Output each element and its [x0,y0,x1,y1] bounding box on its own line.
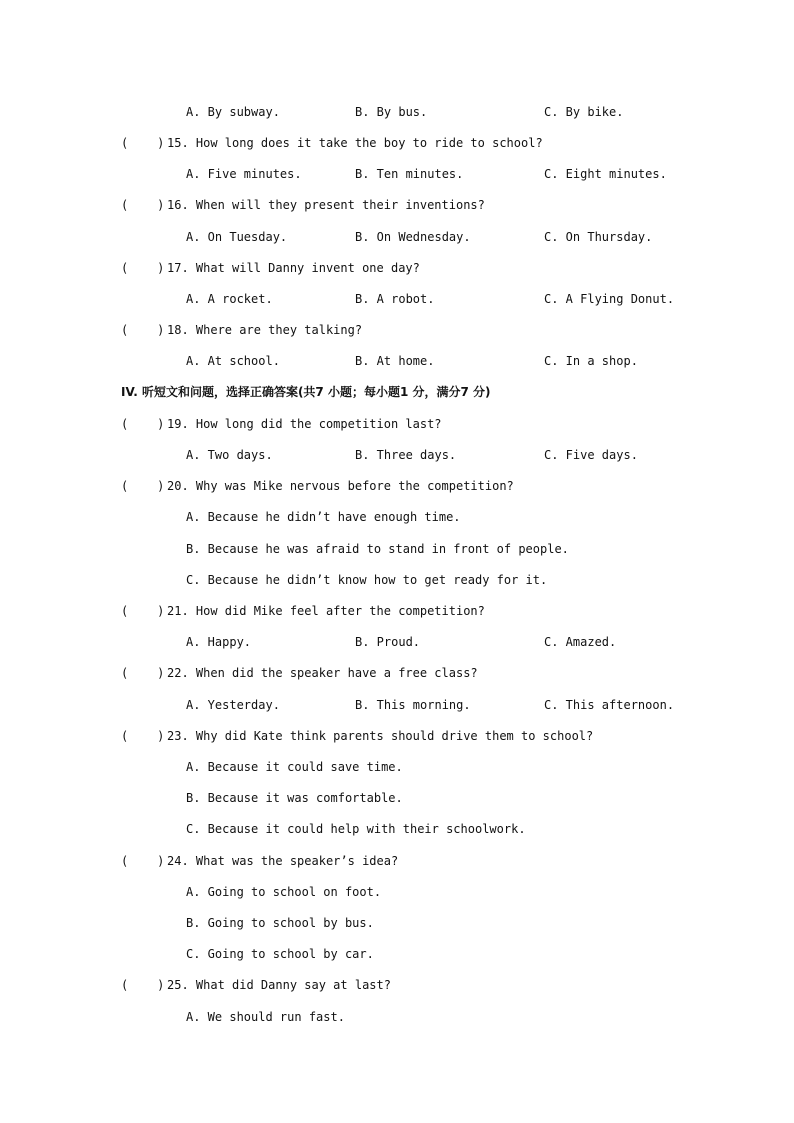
option-c: C. Going to school by car. [186,947,374,961]
answer-blank: ( ) [121,604,165,618]
question-text: 23. Why did Kate think parents should drive them to school? [167,729,594,743]
answer-blank: ( ) [121,136,165,150]
question-text: 19. How long did the competition last? [167,417,442,431]
answer-blank: ( ) [121,261,165,275]
option-c: C. This afternoon. [544,698,675,712]
option-b: B. On Wednesday. [355,230,471,244]
option-c: C. Because it could help with their schoolwork. [186,822,526,836]
option-a: A. On Tuesday. [186,230,288,244]
answer-blank: ( ) [121,323,165,337]
option-b: B. By bus. [355,105,428,119]
option-c: C. Five days. [544,448,638,462]
option-a: A. Two days. [186,448,273,462]
option-c: C. By bike. [544,105,624,119]
option-b: B. Three days. [355,448,457,462]
section-heading: IV. 听短文和问题，选择正确答案(共7 小题；每小题1 分，满分7 分) [121,385,491,399]
option-b: B. Because he was afraid to stand in front of people. [186,542,569,556]
option-b: B. At home. [355,354,435,368]
option-a: A. Five minutes. [186,167,302,181]
option-a: A. Going to school on foot. [186,885,382,899]
option-c: C. Because he didn’t know how to get ready for it. [186,573,548,587]
option-a: A. Happy. [186,635,252,649]
answer-blank: ( ) [121,479,165,493]
question-text: 16. When will they present their inventions? [167,198,485,212]
question-text: 22. When did the speaker have a free class? [167,666,478,680]
option-b: B. Going to school by bus. [186,916,374,930]
answer-blank: ( ) [121,417,165,431]
question-text: 18. Where are they talking? [167,323,363,337]
answer-blank: ( ) [121,854,165,868]
option-b: B. A robot. [355,292,435,306]
option-a: A. Because he didn’t have enough time. [186,510,461,524]
option-a: A. We should run fast. [186,1010,345,1024]
answer-blank: ( ) [121,729,165,743]
question-text: 17. What will Danny invent one day? [167,261,420,275]
option-a: A. By subway. [186,105,280,119]
question-text: 24. What was the speaker’s idea? [167,854,399,868]
answer-blank: ( ) [121,978,165,992]
option-a: A. Because it could save time. [186,760,403,774]
option-c: C. Eight minutes. [544,167,667,181]
question-text: 20. Why was Mike nervous before the competition? [167,479,514,493]
option-a: A. A rocket. [186,292,273,306]
option-a: A. At school. [186,354,280,368]
option-c: C. In a shop. [544,354,638,368]
option-b: B. Proud. [355,635,421,649]
option-a: A. Yesterday. [186,698,280,712]
option-c: C. Amazed. [544,635,617,649]
question-text: 25. What did Danny say at last? [167,978,391,992]
answer-blank: ( ) [121,198,165,212]
option-c: C. On Thursday. [544,230,653,244]
option-b: B. This morning. [355,698,471,712]
answer-blank: ( ) [121,666,165,680]
option-b: B. Ten minutes. [355,167,464,181]
option-b: B. Because it was comfortable. [186,791,403,805]
question-text: 21. How did Mike feel after the competition? [167,604,485,618]
question-text: 15. How long does it take the boy to ride to school? [167,136,543,150]
option-c: C. A Flying Donut. [544,292,675,306]
